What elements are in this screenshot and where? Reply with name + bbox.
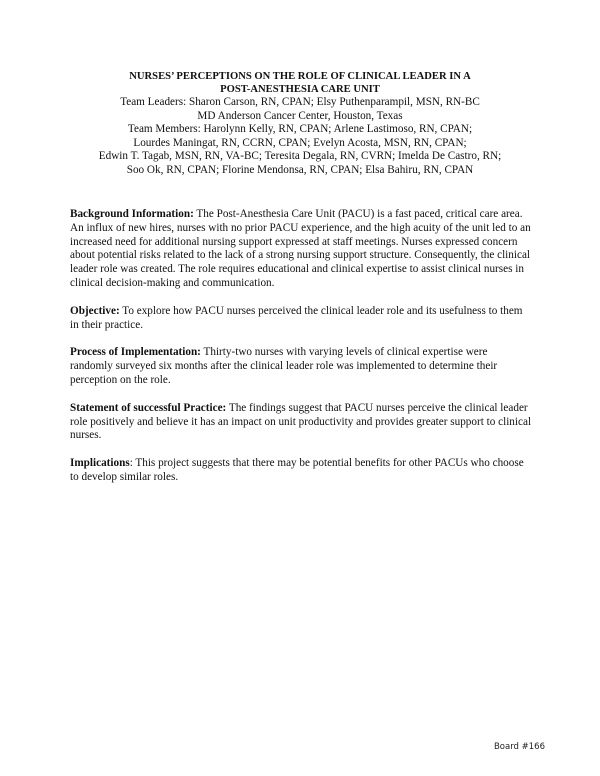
section-label: Implications xyxy=(70,457,130,470)
abstract-body xyxy=(70,208,532,499)
section-label: Background Information: xyxy=(70,208,194,220)
team-members-line: Soo Ok, RN, CPAN; Florine Mendonsa, RN, CPAN; Elsa Bahiru, RN, CPAN xyxy=(126,163,474,176)
background-section xyxy=(70,208,532,291)
objective-section xyxy=(70,305,532,333)
title-line: POST-ANESTHESIA CARE UNIT xyxy=(220,84,380,95)
section-text: : This project suggests that there may be potential benefits for other PACUs who choose to develop similar roles. xyxy=(70,457,524,483)
section-label: Statement of successful Practice: xyxy=(70,401,227,414)
team-members-line: Team Members: Harolynn Kelly, RN, CPAN; Arlene Lastimoso, RN, CPAN; xyxy=(127,123,473,136)
section-text: The findings suggest that PACU nurses perceive the clinical leader role positively and believe it has an impact on unit productivity and provides greater support to clinical nurses. xyxy=(70,401,532,442)
section-label: Objective: xyxy=(70,304,120,317)
section-text: To explore how PACU nurses perceived the clinical leader role and its usefulness to them in their practice. xyxy=(70,304,523,331)
team-leaders: Team Leaders: Sharon Carson, RN, CPAN; Elsy Puthenparampil, MSN, RN-BC xyxy=(120,96,480,108)
document-header xyxy=(60,70,540,178)
section-text: The Post-Anesthesia Care Unit (PACU) is a fast paced, critical care area. An influx of new hires, nurses with no prior PACU experience, and the high acuity of the unit led to an increased need for additional nursing support expressed at staff meetings. Nurses expressed concern about potential risks related to the lack of a strong nursing support structure. Consequently, the clinical leader role was created. The role requires educational and clinical expertise to assist clinical nurses in clinical decision-making and communication. xyxy=(70,208,531,289)
practice-section xyxy=(70,402,532,443)
section-text: Thirty-two nurses with varying levels of clinical expertise were randomly surveyed six months after the clinical leader role was implemented to determine their perception on the role. xyxy=(70,346,498,386)
team-members-line: Lourdes Maningat, RN, CCRN, CPAN; Evelyn Acosta, MSN, RN, CPAN; xyxy=(133,136,467,149)
section-label: Process of Implementation: xyxy=(70,346,201,359)
implementation-section xyxy=(70,346,532,387)
document-title xyxy=(60,70,540,96)
board-number: Board #166 xyxy=(493,742,545,752)
implications-section xyxy=(70,457,532,485)
institution: MD Anderson Cancer Center, Houston, Texas xyxy=(197,109,403,122)
team-members-line: Edwin T. Tagab, MSN, RN, VA-BC; Teresita Degala, RN, CVRN; Imelda De Castro, RN; xyxy=(98,150,502,163)
title-line: NURSES’ PERCEPTIONS ON THE ROLE OF CLINICAL LEADER IN A xyxy=(129,71,471,82)
